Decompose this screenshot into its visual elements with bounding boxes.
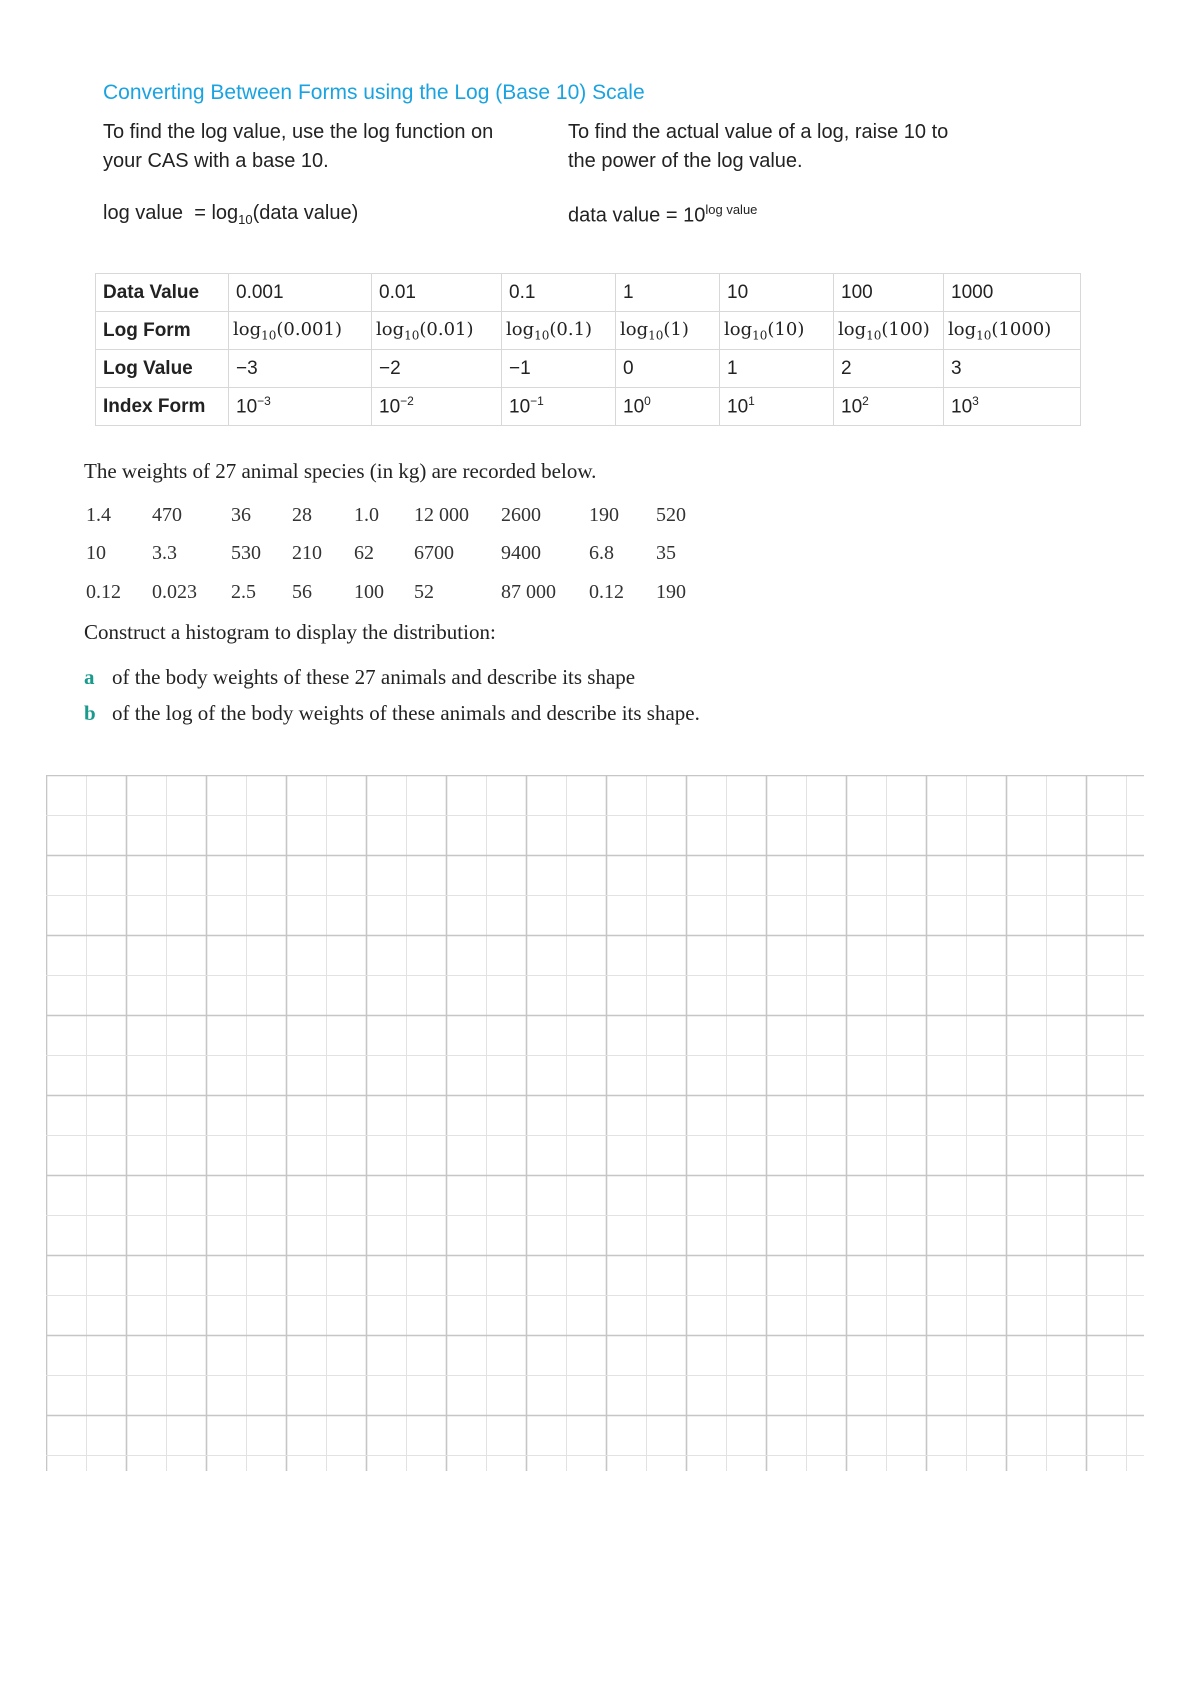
weight-value: 62 <box>354 542 374 565</box>
weight-value: 12 000 <box>414 503 469 526</box>
graph-paper-grid <box>46 775 1144 1471</box>
log-arg: (10) <box>767 318 805 340</box>
row-header: Log Form <box>96 312 229 350</box>
log-value-formula <box>103 202 358 227</box>
table-cell: 0 <box>616 350 720 388</box>
weight-value: 2.5 <box>231 580 256 603</box>
index-base: 10 <box>509 396 531 418</box>
log-arg: (0.1) <box>549 318 593 340</box>
weight-value: 470 <box>152 503 182 526</box>
log-arg: (0.001) <box>276 318 342 340</box>
formula-base: 10 <box>683 204 706 227</box>
weight-value: 1.4 <box>86 503 111 526</box>
table-cell <box>502 388 616 426</box>
weight-value: 210 <box>292 542 322 565</box>
log-fn: log <box>376 318 405 340</box>
table-cell: 1000 <box>944 274 1081 312</box>
index-base: 10 <box>841 396 863 418</box>
table-cell: −3 <box>229 350 372 388</box>
intro-left-line-1: To find the log value, use the log function on <box>103 121 494 143</box>
weight-value: 52 <box>414 580 434 603</box>
log-fn: log <box>620 318 649 340</box>
index-base: 10 <box>379 396 401 418</box>
part-label: a <box>84 665 95 689</box>
weight-value: 1.0 <box>354 503 379 526</box>
row-header: Data Value <box>96 274 229 312</box>
formula-equals: = <box>194 202 206 224</box>
weight-value: 530 <box>231 542 261 565</box>
weights-row <box>86 573 706 612</box>
formula-log-base: 10 <box>238 212 253 227</box>
weight-value: 3.3 <box>152 542 177 565</box>
instruction-text: Construct a histogram to display the distribution: <box>84 620 496 644</box>
table-cell: 0.01 <box>372 274 502 312</box>
table-cell <box>834 312 944 350</box>
part-a <box>84 665 635 690</box>
table-cell <box>229 312 372 350</box>
weight-value: 0.12 <box>589 580 624 603</box>
weight-value: 100 <box>354 580 384 603</box>
weight-value: 6.8 <box>589 542 614 565</box>
table-cell: 100 <box>834 274 944 312</box>
table-cell <box>720 312 834 350</box>
log-base: 10 <box>866 328 882 343</box>
log-base: 10 <box>534 328 550 343</box>
table-cell <box>616 388 720 426</box>
table-cell: 1 <box>616 274 720 312</box>
weight-value: 190 <box>656 580 686 603</box>
table-cell: −1 <box>502 350 616 388</box>
table-cell: 3 <box>944 350 1081 388</box>
weight-value: 0.023 <box>152 580 197 603</box>
weight-value: 9400 <box>501 542 541 565</box>
log-fn: log <box>948 318 977 340</box>
part-b <box>84 701 700 726</box>
log-arg: (100) <box>881 318 930 340</box>
formula-equals: = <box>665 204 678 227</box>
table-cell <box>944 388 1081 426</box>
table-cell: 10 <box>720 274 834 312</box>
index-base: 10 <box>623 396 645 418</box>
weight-value: 2600 <box>501 503 541 526</box>
weight-value: 87 000 <box>501 580 556 603</box>
table-row-index-form <box>96 388 1081 426</box>
weight-value: 10 <box>86 542 106 565</box>
log-base: 10 <box>752 328 768 343</box>
part-text: of the log of the body weights of these animals and describe its shape. <box>112 701 700 725</box>
table-cell <box>944 312 1081 350</box>
formula-lhs: data value <box>568 204 661 227</box>
table-cell <box>502 312 616 350</box>
weight-value: 0.12 <box>86 580 121 603</box>
part-text: of the body weights of these 27 animals and describe its shape <box>112 665 636 689</box>
weight-value: 190 <box>589 503 619 526</box>
index-exponent: 0 <box>644 394 651 409</box>
conversion-table <box>95 273 1081 426</box>
log-base: 10 <box>404 328 420 343</box>
weight-value: 35 <box>656 542 676 565</box>
log-fn: log <box>838 318 867 340</box>
data-value-formula <box>568 202 757 228</box>
table-cell <box>229 388 372 426</box>
table-cell: −2 <box>372 350 502 388</box>
formula-exponent: log value <box>705 202 758 217</box>
table-row-data-value <box>96 274 1081 312</box>
intro-right <box>568 118 1008 176</box>
table-cell: 0.001 <box>229 274 372 312</box>
index-exponent: 1 <box>748 394 755 409</box>
row-header: Index Form <box>96 388 229 426</box>
index-exponent: −2 <box>400 394 414 409</box>
log-arg: (0.01) <box>419 318 474 340</box>
index-exponent: −1 <box>530 394 544 409</box>
formula-log-arg: (data value) <box>252 202 359 224</box>
part-label: b <box>84 701 96 725</box>
log-arg: (1) <box>663 318 689 340</box>
intro-right-line-1: To find the actual value of a log, raise 10 to <box>568 121 949 143</box>
table-cell: 2 <box>834 350 944 388</box>
table-row-log-value <box>96 350 1081 388</box>
weight-value: 36 <box>231 503 251 526</box>
log-fn: log <box>233 318 262 340</box>
log-arg: (1000) <box>991 318 1052 340</box>
log-base: 10 <box>261 328 277 343</box>
index-exponent: 2 <box>862 394 869 409</box>
weight-value: 56 <box>292 580 312 603</box>
table-cell: 1 <box>720 350 834 388</box>
weight-value: 520 <box>656 503 686 526</box>
table-cell <box>372 312 502 350</box>
table-cell <box>616 312 720 350</box>
table-cell <box>372 388 502 426</box>
formula-log-fn: log <box>211 202 239 224</box>
index-exponent: 3 <box>972 394 979 409</box>
index-base: 10 <box>951 396 973 418</box>
index-base: 10 <box>727 396 749 418</box>
page-heading: Converting Between Forms using the Log (Base 10) Scale <box>103 81 645 104</box>
index-base: 10 <box>236 396 258 418</box>
intro-left-line-2: your CAS with a base 10. <box>103 150 329 172</box>
weight-value: 6700 <box>414 542 454 565</box>
log-fn: log <box>506 318 535 340</box>
intro-right-line-2: the power of the log value. <box>568 150 803 172</box>
table-row-log-form <box>96 312 1081 350</box>
weight-value: 28 <box>292 503 312 526</box>
log-base: 10 <box>976 328 992 343</box>
weights-table <box>86 496 706 612</box>
row-header: Log Value <box>96 350 229 388</box>
weights-row <box>86 496 706 535</box>
weights-row <box>86 535 706 574</box>
table-cell: 0.1 <box>502 274 616 312</box>
table-cell <box>720 388 834 426</box>
intro-left <box>103 118 543 176</box>
index-exponent: −3 <box>257 394 271 409</box>
log-base: 10 <box>648 328 664 343</box>
log-fn: log <box>724 318 753 340</box>
formula-lhs: log value <box>103 202 184 224</box>
problem-statement: The weights of 27 animal species (in kg) are recorded below. <box>84 459 597 483</box>
table-cell <box>834 388 944 426</box>
